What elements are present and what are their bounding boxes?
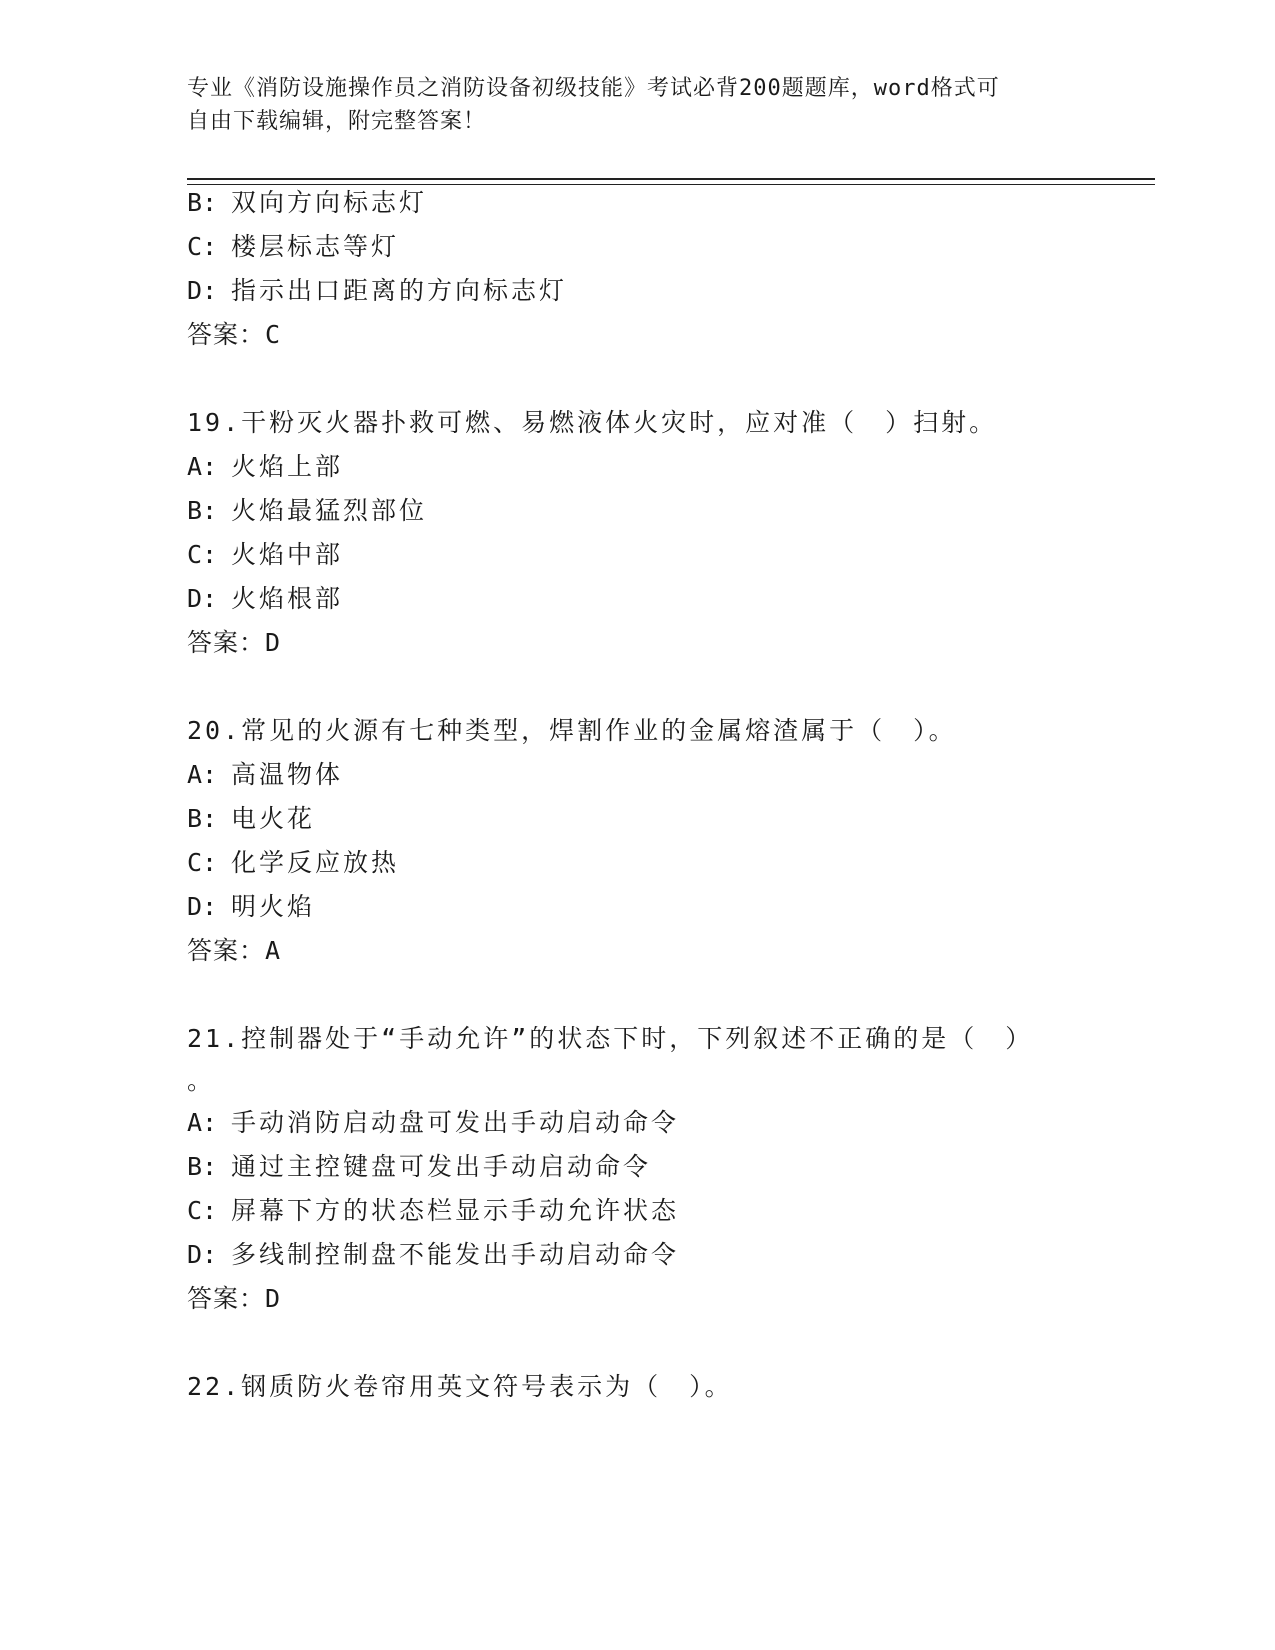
option-text: 火焰上部 <box>231 452 344 481</box>
option-c <box>187 1196 679 1226</box>
option-d <box>187 1240 679 1270</box>
option-text: 多线制控制盘不能发出手动启动命令 <box>231 1240 680 1269</box>
option-label: B: <box>187 188 218 217</box>
question-22-stem: 22.钢质防火卷帘用英文符号表示为（ ）。 <box>187 1372 733 1401</box>
option-text: 明火焰 <box>231 892 316 921</box>
option-a <box>187 1108 679 1138</box>
answer-line: 答案：A <box>187 936 282 965</box>
option-d <box>187 892 315 922</box>
option-label: B: <box>187 1152 218 1181</box>
option-text: 电火花 <box>231 804 316 833</box>
option-label: C: <box>187 1196 218 1225</box>
option-label: B: <box>187 496 218 525</box>
option-d <box>187 276 567 306</box>
header-line-2: 自由下载编辑，附完整答案！ <box>187 109 487 134</box>
option-text: 火焰根部 <box>231 584 344 613</box>
option-text: 通过主控键盘可发出手动启动命令 <box>231 1152 652 1181</box>
option-label: C: <box>187 540 218 569</box>
option-a <box>187 760 343 790</box>
option-c <box>187 540 343 570</box>
question-19-stem: 19.干粉灭火器扑救可燃、易燃液体火灾时，应对准（ ）扫射。 <box>187 408 998 437</box>
option-text: 化学反应放热 <box>231 848 400 877</box>
option-b <box>187 1152 651 1182</box>
option-text: 高温物体 <box>231 760 344 789</box>
option-label: C: <box>187 232 218 261</box>
option-label: D: <box>187 584 218 613</box>
option-c <box>187 848 399 878</box>
option-label: C: <box>187 848 218 877</box>
option-label: A: <box>187 1108 218 1137</box>
option-b <box>187 188 427 218</box>
option-label: A: <box>187 452 218 481</box>
option-label: A: <box>187 760 218 789</box>
option-c <box>187 232 399 262</box>
option-label: B: <box>187 804 218 833</box>
option-a <box>187 452 343 482</box>
option-text: 楼层标志等灯 <box>231 232 400 261</box>
option-text: 手动消防启动盘可发出手动启动命令 <box>231 1108 680 1137</box>
option-text: 火焰最猛烈部位 <box>231 496 428 525</box>
option-text: 火焰中部 <box>231 540 344 569</box>
document-header <box>187 72 1067 138</box>
question-21-stem-continuation: 。 <box>187 1066 216 1095</box>
option-d <box>187 584 343 614</box>
option-text: 指示出口距离的方向标志灯 <box>231 276 568 305</box>
header-line-1: 专业《消防设施操作员之消防设备初级技能》考试必背200题题库，word格式可 <box>187 76 1000 101</box>
option-text: 双向方向标志灯 <box>231 188 428 217</box>
option-label: D: <box>187 892 218 921</box>
option-text: 屏幕下方的状态栏显示手动允许状态 <box>231 1196 680 1225</box>
header-divider-thick <box>187 178 1155 180</box>
answer-line: 答案：D <box>187 628 282 657</box>
answer-line: 答案：C <box>187 320 282 349</box>
header-divider-thin <box>187 184 1155 185</box>
option-label: D: <box>187 276 218 305</box>
option-b <box>187 804 315 834</box>
question-20-stem: 20.常见的火源有七种类型，焊割作业的金属熔渣属于（ ）。 <box>187 716 957 745</box>
option-label: D: <box>187 1240 218 1269</box>
answer-line: 答案：D <box>187 1284 282 1313</box>
option-b <box>187 496 427 526</box>
question-21-stem: 21.控制器处于“手动允许”的状态下时，下列叙述不正确的是（ ） <box>187 1024 1034 1053</box>
